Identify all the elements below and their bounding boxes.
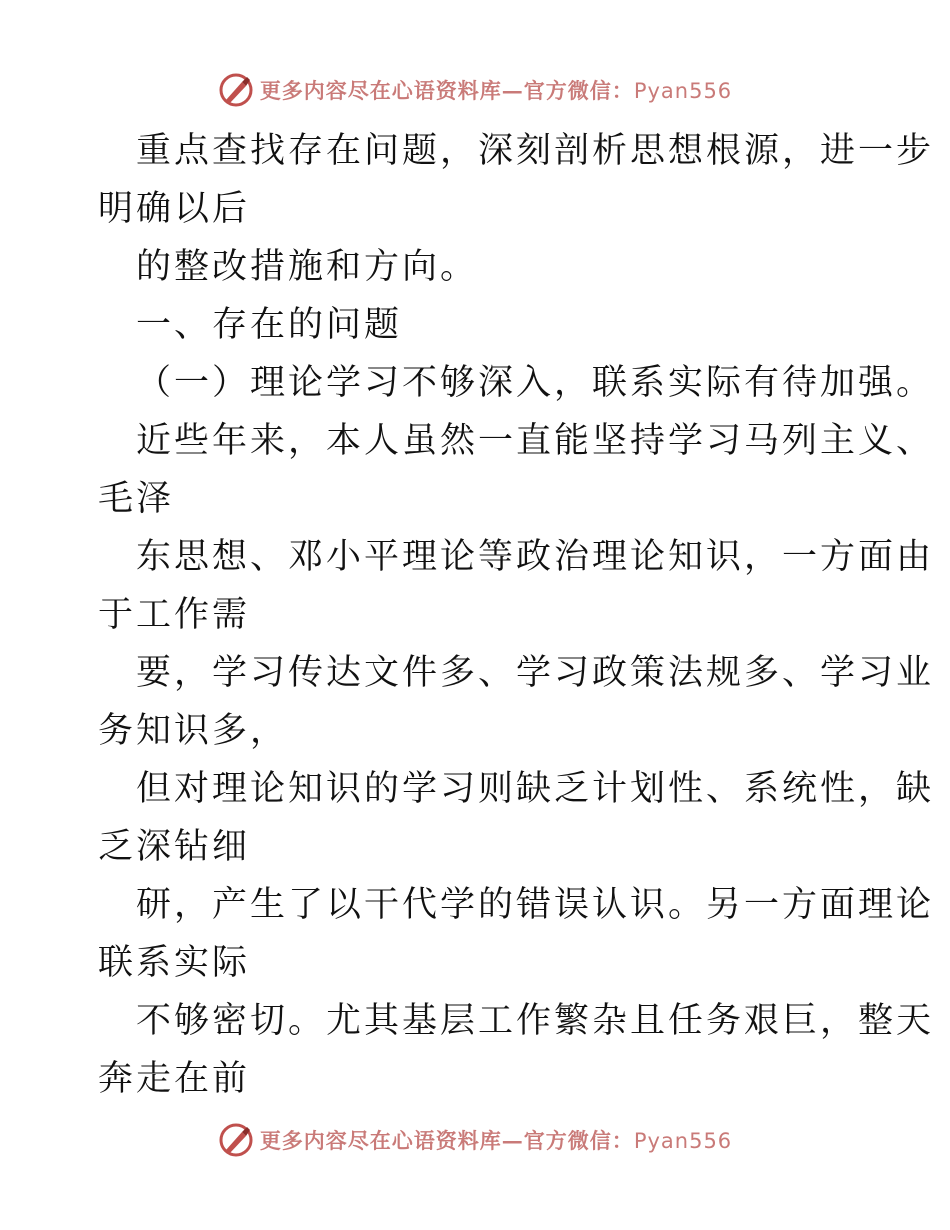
text-line: 不够密切。尤其基层工作繁杂且任务艰巨，整天 [136, 1001, 935, 1041]
subsection-heading: （一）理论学习不够深入，联系实际有待加强。 [136, 363, 935, 403]
text-line: 务知识多， [98, 711, 289, 751]
text-line: 乏深钻细 [98, 827, 251, 867]
section-heading: 一、存在的问题 [136, 305, 403, 345]
watermark-text: 更多内容尽在心语资料库—官方微信：Pyan556 [259, 78, 733, 103]
text-line: 重点查找存在问题，深刻剖析思想根源，进一步 [136, 131, 935, 171]
watermark-text: 更多内容尽在心语资料库—官方微信：Pyan556 [259, 1128, 733, 1153]
text-line: 毛泽 [98, 479, 175, 519]
text-line: 东思想、邓小平理论等政治理论知识，一方面由 [136, 537, 935, 577]
footer-watermark [0, 1120, 950, 1160]
pen-logo-icon [218, 1122, 254, 1158]
pen-logo-icon [218, 72, 254, 108]
text-line: 联系实际 [98, 943, 251, 983]
text-line: 奔走在前 [98, 1059, 251, 1099]
text-line: 研，产生了以干代学的错误认识。另一方面理论 [136, 885, 935, 925]
document-body [98, 122, 935, 1108]
text-line: 的整改措施和方向。 [136, 247, 479, 287]
header-watermark [0, 70, 950, 110]
text-line: 明确以后 [98, 189, 251, 229]
text-line: 但对理论知识的学习则缺乏计划性、系统性，缺 [136, 769, 935, 809]
text-line: 要，学习传达文件多、学习政策法规多、学习业 [136, 653, 935, 693]
text-line: 近些年来，本人虽然一直能坚持学习马列主义、 [136, 421, 935, 461]
text-line: 于工作需 [98, 595, 251, 635]
